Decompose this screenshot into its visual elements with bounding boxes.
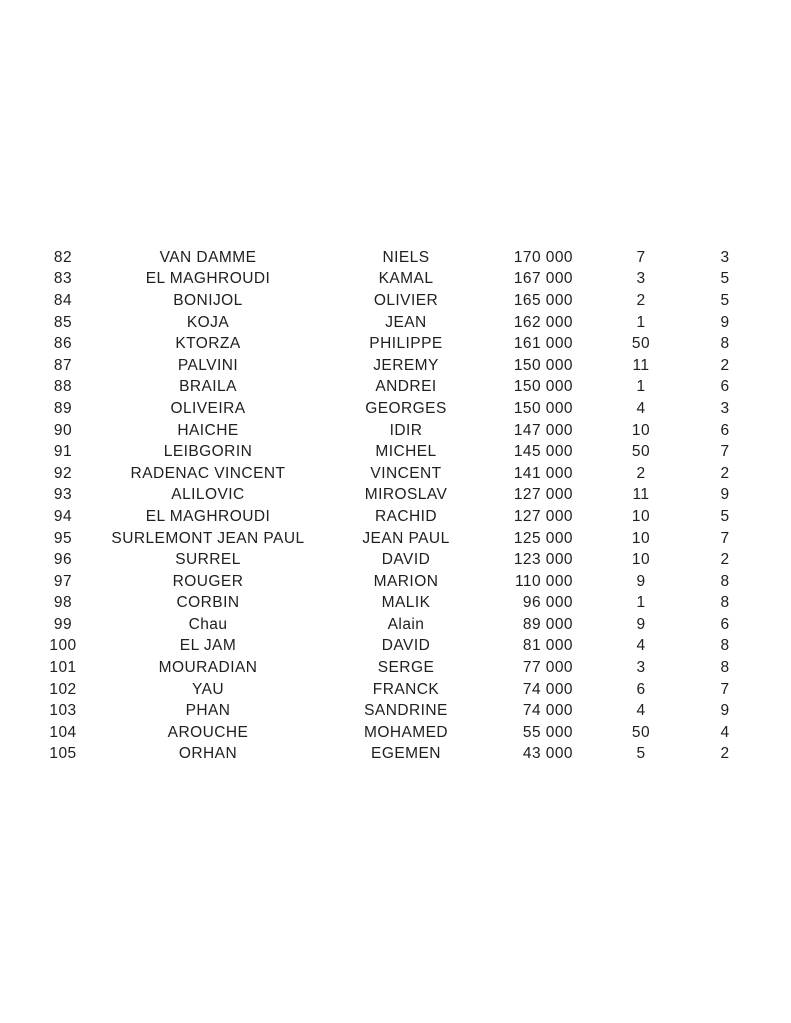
- first-name-cell: VINCENT: [370, 464, 442, 482]
- table-row: [38, 355, 741, 377]
- last-name-cell: KOJA: [186, 313, 230, 331]
- table-row: [38, 269, 741, 291]
- num-a-cell: 7: [636, 248, 646, 266]
- score-cell: 89 000: [522, 615, 573, 633]
- num-a-cell: 11: [632, 356, 650, 374]
- num-a-cell: 11: [632, 486, 650, 504]
- first-name-cell: GEORGES: [365, 399, 447, 417]
- last-name-cell: SURREL: [175, 551, 241, 569]
- score-cell: 150 000: [513, 399, 573, 417]
- score-cell: 161 000: [513, 335, 573, 353]
- num-b-cell: 6: [720, 378, 730, 396]
- rank-cell: 94: [53, 507, 73, 525]
- num-a-cell: 2: [636, 464, 646, 482]
- num-b-cell: 4: [720, 723, 730, 741]
- num-b-cell: 8: [720, 637, 730, 655]
- num-b-cell: 9: [720, 486, 730, 504]
- num-b-cell: 5: [720, 507, 730, 525]
- score-cell: 77 000: [522, 659, 573, 677]
- num-a-cell: 50: [631, 723, 651, 741]
- last-name-cell: BONIJOL: [173, 291, 243, 309]
- rank-cell: 98: [53, 594, 73, 612]
- num-a-cell: 9: [636, 572, 646, 590]
- last-name-cell: PALVINI: [177, 356, 239, 374]
- rank-cell: 90: [53, 421, 73, 439]
- num-a-cell: 10: [631, 421, 651, 439]
- last-name-cell: SURLEMONT JEAN PAUL: [111, 529, 305, 547]
- first-name-cell: JEAN: [385, 313, 427, 331]
- first-name-cell: RACHID: [374, 507, 438, 525]
- table-row: [38, 441, 741, 463]
- last-name-cell: EL MAGHROUDI: [145, 507, 271, 525]
- first-name-cell: DAVID: [381, 551, 431, 569]
- score-cell: 162 000: [513, 313, 573, 331]
- last-name-cell: RADENAC VINCENT: [130, 464, 286, 482]
- rank-cell: 103: [49, 702, 77, 720]
- first-name-cell: MIROSLAV: [364, 486, 448, 504]
- score-cell: 150 000: [513, 378, 573, 396]
- num-b-cell: 5: [720, 270, 730, 288]
- score-cell: 141 000: [513, 464, 573, 482]
- table-row: [38, 420, 741, 442]
- rank-cell: 86: [53, 335, 73, 353]
- score-cell: 127 000: [513, 486, 573, 504]
- table-row: [38, 549, 741, 571]
- score-cell: 167 000: [513, 270, 573, 288]
- table-row: [38, 636, 741, 658]
- rank-cell: 104: [49, 723, 77, 741]
- last-name-cell: AROUCHE: [167, 723, 249, 741]
- score-cell: 74 000: [522, 680, 573, 698]
- table-row: [38, 657, 741, 679]
- num-a-cell: 3: [636, 270, 646, 288]
- first-name-cell: IDIR: [389, 421, 423, 439]
- table-row: [38, 463, 741, 485]
- first-name-cell: DAVID: [381, 637, 431, 655]
- rank-cell: 91: [53, 443, 73, 461]
- num-a-cell: 4: [636, 702, 646, 720]
- rank-cell: 95: [53, 529, 73, 547]
- last-name-cell: MOURADIAN: [158, 659, 258, 677]
- rank-cell: 92: [53, 464, 73, 482]
- num-a-cell: 50: [631, 335, 651, 353]
- last-name-cell: YAU: [191, 680, 225, 698]
- first-name-cell: Alain: [387, 615, 425, 633]
- table-row: [38, 528, 741, 550]
- first-name-cell: ANDREI: [375, 378, 437, 396]
- num-b-cell: 3: [720, 248, 730, 266]
- num-a-cell: 9: [636, 615, 646, 633]
- num-a-cell: 4: [636, 637, 646, 655]
- last-name-cell: ALILOVIC: [171, 486, 245, 504]
- first-name-cell: MOHAMED: [363, 723, 449, 741]
- score-cell: 127 000: [513, 507, 573, 525]
- score-cell: 74 000: [522, 702, 573, 720]
- num-b-cell: 8: [720, 572, 730, 590]
- score-cell: 125 000: [513, 529, 573, 547]
- last-name-cell: PHAN: [185, 702, 231, 720]
- num-b-cell: 8: [720, 594, 730, 612]
- num-a-cell: 6: [636, 680, 646, 698]
- score-cell: 81 000: [522, 637, 573, 655]
- first-name-cell: KAMAL: [378, 270, 434, 288]
- table-row: [38, 312, 741, 334]
- last-name-cell: KTORZA: [175, 335, 241, 353]
- last-name-cell: OLIVEIRA: [170, 399, 246, 417]
- num-a-cell: 4: [636, 399, 646, 417]
- num-b-cell: 5: [720, 291, 730, 309]
- num-b-cell: 6: [720, 615, 730, 633]
- num-b-cell: 8: [720, 659, 730, 677]
- last-name-cell: LEIBGORIN: [163, 443, 253, 461]
- score-cell: 123 000: [513, 551, 573, 569]
- score-cell: 110 000: [514, 572, 573, 590]
- num-b-cell: 8: [720, 335, 730, 353]
- score-cell: 55 000: [522, 723, 573, 741]
- last-name-cell: Chau: [188, 615, 228, 633]
- num-b-cell: 7: [720, 529, 730, 547]
- ranking-table: [38, 247, 741, 765]
- rank-cell: 88: [53, 378, 73, 396]
- score-cell: 145 000: [513, 443, 573, 461]
- num-b-cell: 2: [720, 356, 730, 374]
- table-row: [38, 290, 741, 312]
- rank-cell: 102: [49, 680, 77, 698]
- rank-cell: 87: [53, 356, 73, 374]
- table-row: [38, 506, 741, 528]
- score-cell: 96 000: [522, 594, 573, 612]
- table-row: [38, 700, 741, 722]
- num-a-cell: 10: [631, 529, 651, 547]
- last-name-cell: ROUGER: [172, 572, 244, 590]
- table-row: [38, 333, 741, 355]
- first-name-cell: NIELS: [382, 248, 430, 266]
- last-name-cell: BRAILA: [179, 378, 237, 396]
- num-a-cell: 10: [631, 507, 651, 525]
- table-row: [38, 377, 741, 399]
- num-b-cell: 2: [720, 551, 730, 569]
- score-cell: 147 000: [513, 421, 573, 439]
- rank-cell: 82: [53, 248, 73, 266]
- first-name-cell: JEAN PAUL: [362, 529, 450, 547]
- first-name-cell: PHILIPPE: [369, 335, 443, 353]
- score-cell: 43 000: [522, 745, 573, 763]
- last-name-cell: VAN DAMME: [159, 248, 257, 266]
- last-name-cell: ORHAN: [178, 745, 238, 763]
- table-row: [38, 744, 741, 766]
- rank-cell: 99: [53, 615, 73, 633]
- table-row: [38, 614, 741, 636]
- num-b-cell: 7: [720, 680, 730, 698]
- num-b-cell: 2: [720, 464, 730, 482]
- rank-cell: 105: [49, 745, 77, 763]
- first-name-cell: EGEMEN: [371, 745, 441, 763]
- table-row: [38, 398, 741, 420]
- first-name-cell: MALIK: [381, 594, 431, 612]
- last-name-cell: EL JAM: [179, 637, 237, 655]
- num-a-cell: 1: [636, 378, 646, 396]
- num-b-cell: 3: [720, 399, 730, 417]
- score-cell: 150 000: [513, 356, 573, 374]
- num-b-cell: 7: [720, 443, 730, 461]
- last-name-cell: HAICHE: [177, 421, 239, 439]
- table-row: [38, 485, 741, 507]
- num-b-cell: 2: [720, 745, 730, 763]
- first-name-cell: FRANCK: [372, 680, 440, 698]
- num-a-cell: 5: [636, 745, 646, 763]
- rank-cell: 84: [53, 291, 73, 309]
- num-a-cell: 10: [631, 551, 651, 569]
- num-a-cell: 2: [636, 291, 646, 309]
- score-cell: 170 000: [513, 248, 573, 266]
- score-cell: 165 000: [513, 291, 573, 309]
- num-a-cell: 1: [636, 594, 646, 612]
- table-row: [38, 247, 741, 269]
- rank-cell: 101: [49, 659, 77, 677]
- num-a-cell: 50: [631, 443, 651, 461]
- first-name-cell: MARION: [373, 572, 439, 590]
- table-row: [38, 571, 741, 593]
- rank-cell: 93: [53, 486, 73, 504]
- table-row: [38, 679, 741, 701]
- rank-cell: 89: [53, 399, 73, 417]
- first-name-cell: OLIVIER: [373, 291, 439, 309]
- num-a-cell: 3: [636, 659, 646, 677]
- rank-cell: 100: [49, 637, 77, 655]
- first-name-cell: SANDRINE: [364, 702, 448, 720]
- first-name-cell: MICHEL: [375, 443, 437, 461]
- num-a-cell: 1: [636, 313, 646, 331]
- last-name-cell: CORBIN: [176, 594, 240, 612]
- rank-cell: 97: [53, 572, 73, 590]
- rank-cell: 85: [53, 313, 73, 331]
- num-b-cell: 9: [720, 702, 730, 720]
- table-row: [38, 722, 741, 744]
- first-name-cell: JEREMY: [373, 356, 439, 374]
- num-b-cell: 6: [720, 421, 730, 439]
- table-row: [38, 593, 741, 615]
- rank-cell: 96: [53, 551, 73, 569]
- rank-cell: 83: [53, 270, 73, 288]
- first-name-cell: SERGE: [377, 659, 435, 677]
- num-b-cell: 9: [720, 313, 730, 331]
- last-name-cell: EL MAGHROUDI: [145, 270, 271, 288]
